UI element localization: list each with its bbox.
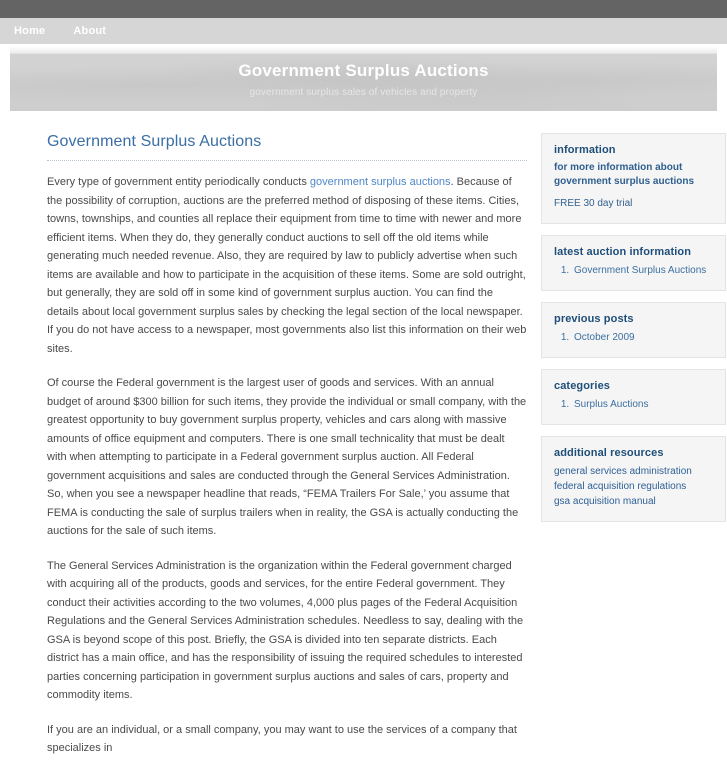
title-divider bbox=[47, 160, 527, 161]
article-paragraph-2: Of course the Federal government is the largest user of goods and services. With an annual budget of around $300 billion for such items, they provide the individual or small company, with the greatest opportunity to buy government surplus property, vehicles and cars along with massive amounts of office equipment and computers. There is one small technicality that must be dealt with when attempting to participate in a Federal government surplus auction. All Federal government acquisitions and sales are conducted through the General Services Administration. So, when you see a newspaper headline that reads, “FEMA Trailers For Sale,’ you assume that FEMA is conducting the sale of surplus trailers when in reality, the GSA is actually conducting the auctions for the sale of such items. bbox=[47, 377, 527, 537]
widget-information bbox=[541, 133, 726, 224]
widget-additional-resources bbox=[541, 436, 726, 522]
categories-list bbox=[554, 397, 713, 412]
resource-link-federal-acquisition-regulations[interactable]: federal acquisition regulations bbox=[554, 481, 687, 492]
widget-information-note: FREE 30 day trial bbox=[554, 198, 633, 209]
list-item[interactable] bbox=[554, 479, 713, 494]
top-strip bbox=[0, 0, 727, 18]
widget-latest-auction-information bbox=[541, 235, 726, 291]
widget-categories bbox=[541, 369, 726, 425]
widget-information-text: for more information about government surplus auctions bbox=[554, 162, 695, 187]
widget-latest-auction-title: latest auction information bbox=[554, 246, 692, 258]
page-title: Government Surplus Auctions bbox=[47, 133, 262, 150]
previous-post-link[interactable]: October 2009 bbox=[574, 332, 635, 343]
paragraph-1-text-after: . Because of the possibility of corruption, auctions are the preferred method of disposing of these items. Cities, towns, townships, and counties all replace their equipment from time to time with newer and more efficient items. When they do, they generally conduct auctions to sell off the old items while generating much needed revenue. Also, they are required by law to publicly advertise when such items are available and how to participate in the acquisition of these items. Some are sold outright, but generally, they are sold off in some kind of government surplus auction. You can find the details about local government surplus sales by checking the legal section of the local newspaper. If you do not have access to a newspaper, most governments also list this information on their web sites. bbox=[47, 176, 527, 355]
site-banner bbox=[10, 54, 717, 111]
government-surplus-auctions-link[interactable]: government surplus auctions bbox=[309, 176, 451, 188]
banner-wrapper bbox=[0, 44, 727, 111]
previous-posts-list bbox=[554, 330, 713, 345]
list-item[interactable] bbox=[572, 397, 713, 412]
latest-auction-link[interactable]: Government Surplus Auctions bbox=[574, 265, 707, 276]
main-navigation bbox=[0, 18, 727, 44]
site-tagline: government surplus sales of vehicles and property bbox=[249, 87, 478, 98]
resource-link-gsa-acquisition-manual[interactable]: gsa acquisition manual bbox=[554, 496, 656, 507]
nav-item-home[interactable]: Home bbox=[14, 25, 46, 37]
category-link[interactable]: Surplus Auctions bbox=[574, 399, 649, 410]
list-item[interactable] bbox=[554, 494, 713, 509]
widget-information-title: information bbox=[554, 144, 616, 156]
banner-top-rule bbox=[10, 47, 717, 54]
article-paragraph-1 bbox=[47, 173, 527, 358]
widget-categories-title: categories bbox=[554, 380, 611, 392]
widget-additional-resources-title: additional resources bbox=[554, 447, 664, 459]
list-item[interactable] bbox=[572, 263, 713, 278]
latest-auction-list bbox=[554, 263, 713, 278]
article-paragraph-4: If you are an individual, or a small company, you may want to use the services of a company that specializes in bbox=[47, 723, 517, 754]
list-item[interactable] bbox=[572, 330, 713, 345]
list-item[interactable] bbox=[554, 464, 713, 479]
nav-item-about[interactable]: About bbox=[73, 25, 107, 37]
sidebar bbox=[541, 133, 726, 774]
site-title: Government Surplus Auctions bbox=[238, 61, 489, 80]
resource-link-general-services-administration[interactable]: general services administration bbox=[554, 466, 692, 477]
widget-previous-posts bbox=[541, 302, 726, 358]
widget-previous-posts-title: previous posts bbox=[554, 313, 634, 325]
paragraph-1-text-before: Every type of government entity periodically conducts bbox=[47, 176, 310, 188]
main-content bbox=[47, 133, 527, 774]
page-body bbox=[0, 111, 727, 774]
article-paragraph-3: The General Services Administration is the organization within the Federal government charged with acquiring all of the products, goods and services, for the entire Federal government. They conduct their activities according to the two volumes, 4,000 plus pages of the Federal Acquisition Regulations and the General Services Administration schedules. Needless to say, dealing with the GSA is beyond scope of this post. Briefly, the GSA is divided into ten separate districts. Each district has a main office, and has the responsibility of issuing the required schedules to interested parties concerning participation in government surplus auctions and sales of cars, property and commodity items. bbox=[47, 559, 524, 701]
additional-resources-list bbox=[554, 464, 713, 509]
